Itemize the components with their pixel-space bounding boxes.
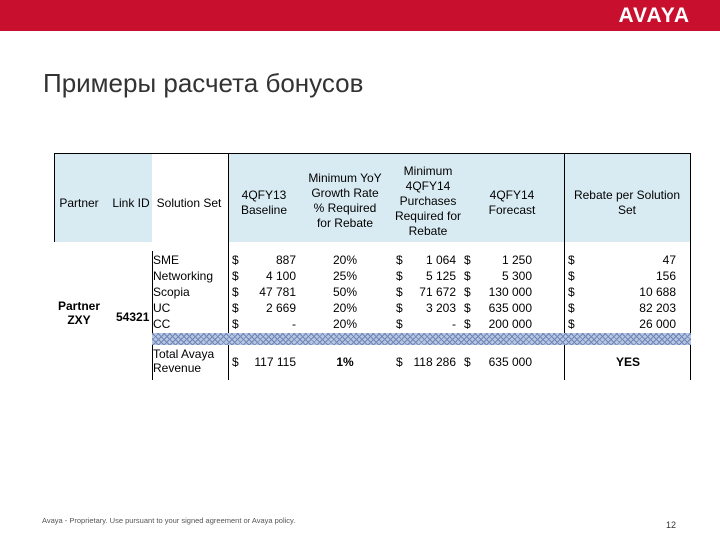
header-baseline: 4QFY13 Baseline <box>240 188 288 217</box>
forecast-value: 200 000 <box>488 317 532 331</box>
bonus-table <box>54 153 691 380</box>
header-growth-rate: Minimum YoY Growth Rate % Required for Rebate <box>308 171 382 230</box>
total-growth-rate: 1% <box>336 355 354 369</box>
header-purchases: Minimum 4QFY14 Purchases Required for Rebate <box>394 163 462 238</box>
currency: $ <box>568 253 575 267</box>
solution-name: UC <box>153 301 171 315</box>
slide-title: Примеры расчета бонусов <box>43 68 364 98</box>
growth-rate-value: 20% <box>332 317 358 331</box>
header-forecast: 4QFY14 Forecast <box>488 188 536 217</box>
purchases-value: 1 064 <box>425 253 456 267</box>
rebate-value: 82 203 <box>639 301 676 315</box>
growth-rate-value: 50% <box>332 285 358 299</box>
currency: $ <box>232 317 239 331</box>
currency: $ <box>232 285 239 299</box>
currency: $ <box>464 269 471 283</box>
currency: $ <box>568 269 575 283</box>
total-forecast: 635 000 <box>488 355 532 369</box>
currency: $ <box>396 285 403 299</box>
footer-disclaimer: Avaya - Proprietary. Use pursuant to your signed agreement or Avaya policy. <box>42 516 296 525</box>
baseline-value: 2 669 <box>265 301 296 315</box>
border-left <box>54 153 55 242</box>
currency: $ <box>568 301 575 315</box>
currency: $ <box>464 285 471 299</box>
page-number: 12 <box>666 520 677 530</box>
header-solution-set: Solution Set <box>156 195 222 210</box>
purchases-value: - <box>452 317 456 331</box>
purchases-value: 5 125 <box>425 269 456 283</box>
rebate-value: 26 000 <box>639 317 676 331</box>
currency: $ <box>464 355 471 369</box>
baseline-value: - <box>292 317 296 331</box>
solution-name: Scopia <box>153 285 190 299</box>
currency: $ <box>232 269 239 283</box>
border-rebate-left <box>564 153 565 380</box>
growth-rate-value: 25% <box>332 269 358 283</box>
currency: $ <box>464 301 471 315</box>
solution-name: SME <box>153 253 180 267</box>
purchases-value: 71 672 <box>419 285 456 299</box>
forecast-value: 130 000 <box>488 285 532 299</box>
total-baseline: 117 115 <box>254 355 296 369</box>
avaya-logo: AVAYA <box>618 4 690 27</box>
forecast-value: 635 000 <box>488 301 532 315</box>
currency: $ <box>464 253 471 267</box>
currency: $ <box>568 317 575 331</box>
hatched-separator <box>152 333 691 345</box>
currency: $ <box>396 355 403 369</box>
currency: $ <box>232 253 239 267</box>
currency: $ <box>396 269 403 283</box>
solution-name: CC <box>153 317 171 331</box>
partner-name: Partner ZXY <box>57 299 101 327</box>
border-right <box>690 153 691 380</box>
baseline-value: 47 781 <box>259 285 296 299</box>
growth-rate-value: 20% <box>332 253 358 267</box>
currency: $ <box>232 355 239 369</box>
rebate-value: 47 <box>662 253 676 267</box>
header-rebate: Rebate per Solution Set <box>573 188 681 217</box>
purchases-value: 3 203 <box>425 301 456 315</box>
forecast-value: 5 300 <box>501 269 532 283</box>
header-link-id: Link ID <box>112 195 150 210</box>
currency: $ <box>568 285 575 299</box>
growth-rate-value: 20% <box>332 301 358 315</box>
baseline-value: 4 100 <box>265 269 296 283</box>
currency: $ <box>396 301 403 315</box>
currency: $ <box>232 301 239 315</box>
border-solution-right <box>228 153 229 380</box>
forecast-value: 1 250 <box>501 253 532 267</box>
link-id: 54321 <box>116 310 150 324</box>
rebate-value: 156 <box>655 269 676 283</box>
currency: $ <box>396 317 403 331</box>
total-label: Total Avaya Revenue <box>153 347 215 375</box>
currency: $ <box>464 317 471 331</box>
total-result: YES <box>615 355 640 369</box>
rebate-value: 10 688 <box>639 285 676 299</box>
currency: $ <box>396 253 403 267</box>
header-partner: Partner <box>59 195 99 210</box>
top-brand-bar <box>0 0 720 31</box>
total-purchases: 118 286 <box>413 355 456 369</box>
baseline-value: 887 <box>275 253 296 267</box>
border-top <box>54 153 691 154</box>
solution-name: Networking <box>153 269 214 283</box>
